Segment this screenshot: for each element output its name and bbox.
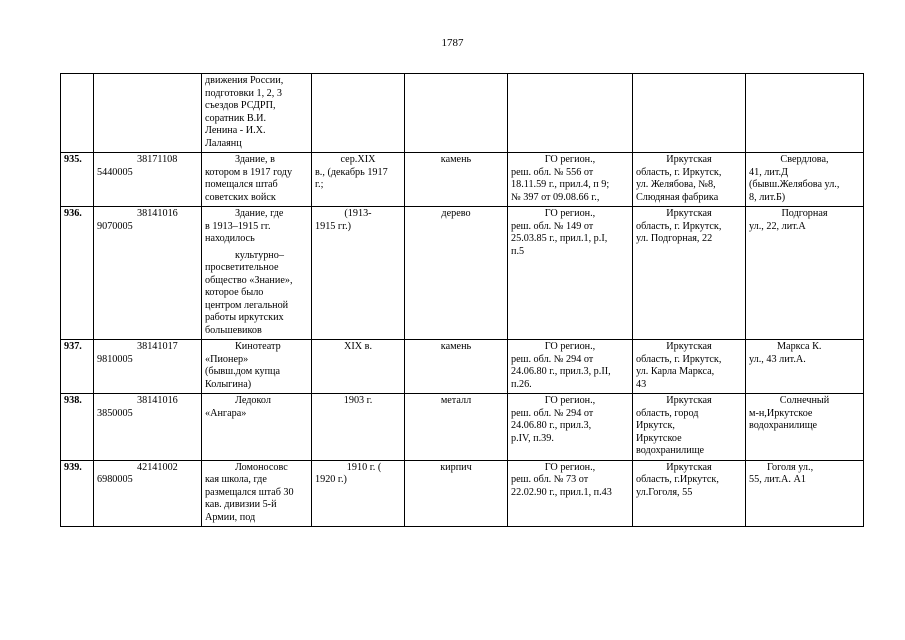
- dating-cell: 1903 г.: [312, 394, 405, 461]
- dating-cell: сер.XIX в., (декабрь 1917 г.;: [312, 153, 405, 207]
- protection-document-cell: ГО регион., реш. обл. № 294 от 24.06.80 г., прил.3, р.IV, п.39.: [508, 394, 633, 461]
- location-cell: Иркутская область, г. Иркутск, ул. Карла Маркса, 43: [633, 340, 746, 394]
- row-number: 936.: [61, 207, 94, 340]
- protection-document-cell: ГО регион., реш. обл. № 149 от 25.03.85 г., прил.1, р.I, п.5: [508, 207, 633, 340]
- address-cell: Свердлова, 41, лит.Д (бывш.Желябова ул., 8, лит.Б): [746, 153, 864, 207]
- object-name-cell: Ледокол «Ангара»: [202, 394, 312, 461]
- location-cell: Иркутская область, г.Иркутск, ул.Гоголя, 55: [633, 460, 746, 527]
- location-cell: Иркутская область, город Иркутск, Иркутское водохранилище: [633, 394, 746, 461]
- dating-cell: XIX в.: [312, 340, 405, 394]
- table-row-continuation: [61, 74, 864, 153]
- address-cell: Маркса К. ул., 43 лит.А.: [746, 340, 864, 394]
- dating-cell: 1910 г. ( 1920 г.): [312, 460, 405, 527]
- monuments-table: [60, 73, 864, 527]
- row-number: 939.: [61, 460, 94, 527]
- object-name-cell: Здание, где в 1913–1915 гг. находилось культурно– просветительное общество «Знание», которое было центром легальной работы иркутских большевиков: [202, 207, 312, 340]
- dating-cell: (1913- 1915 гг.): [312, 207, 405, 340]
- material-cell: камень: [405, 340, 508, 394]
- address-cell: Гоголя ул., 55, лит.А. А1: [746, 460, 864, 527]
- protection-document-cell: ГО регион., реш. обл. № 294 от 24.06.80 г., прил.3, р.II, п.26.: [508, 340, 633, 394]
- protection-document-cell: ГО регион., реш. обл. № 73 от 22.02.90 г., прил.1, п.43: [508, 460, 633, 527]
- registry-code-cell: 38141017 9810005: [94, 340, 202, 394]
- table-row: [61, 394, 864, 461]
- material-cell: дерево: [405, 207, 508, 340]
- object-name-cell: Кинотеатр «Пионер» (бывш.дом купца Колыгина): [202, 340, 312, 394]
- registry-code-cell: 42141002 6980005: [94, 460, 202, 527]
- object-name-cell: Здание, в котором в 1917 году помещался штаб советских войск: [202, 153, 312, 207]
- table-row: [61, 340, 864, 394]
- table-row: [61, 460, 864, 527]
- row-number: 937.: [61, 340, 94, 394]
- address-cell: Солнечный м-н,Иркутское водохранилище: [746, 394, 864, 461]
- registry-code-cell: 38141016 3850005: [94, 394, 202, 461]
- object-name-cell: движения России, подготовки 1, 2, 3 съездов РСДРП, соратник В.И. Ленина - И.Х. Лалаянц: [202, 74, 312, 153]
- location-cell: Иркутская область, г. Иркутск, ул. Желябова, №8, Слюдяная фабрика: [633, 153, 746, 207]
- row-number: 938.: [61, 394, 94, 461]
- object-name-cell: Ломоносовс кая школа, где размещался штаб 30 кав. дивизии 5-й Армии, под: [202, 460, 312, 527]
- registry-code-cell: 38141016 9070005: [94, 207, 202, 340]
- table-row: [61, 153, 864, 207]
- protection-document-cell: ГО регион., реш. обл. № 556 от 18.11.59 г., прил.4, п 9; № 397 от 09.08.66 г.,: [508, 153, 633, 207]
- address-cell: Подгорная ул., 22, лит.А: [746, 207, 864, 340]
- material-cell: кирпич: [405, 460, 508, 527]
- registry-code-cell: 38171108 5440005: [94, 153, 202, 207]
- page-number: 1787: [441, 37, 464, 49]
- material-cell: камень: [405, 153, 508, 207]
- row-number: 935.: [61, 153, 94, 207]
- table-row: [61, 207, 864, 340]
- location-cell: Иркутская область, г. Иркутск, ул. Подгорная, 22: [633, 207, 746, 340]
- material-cell: металл: [405, 394, 508, 461]
